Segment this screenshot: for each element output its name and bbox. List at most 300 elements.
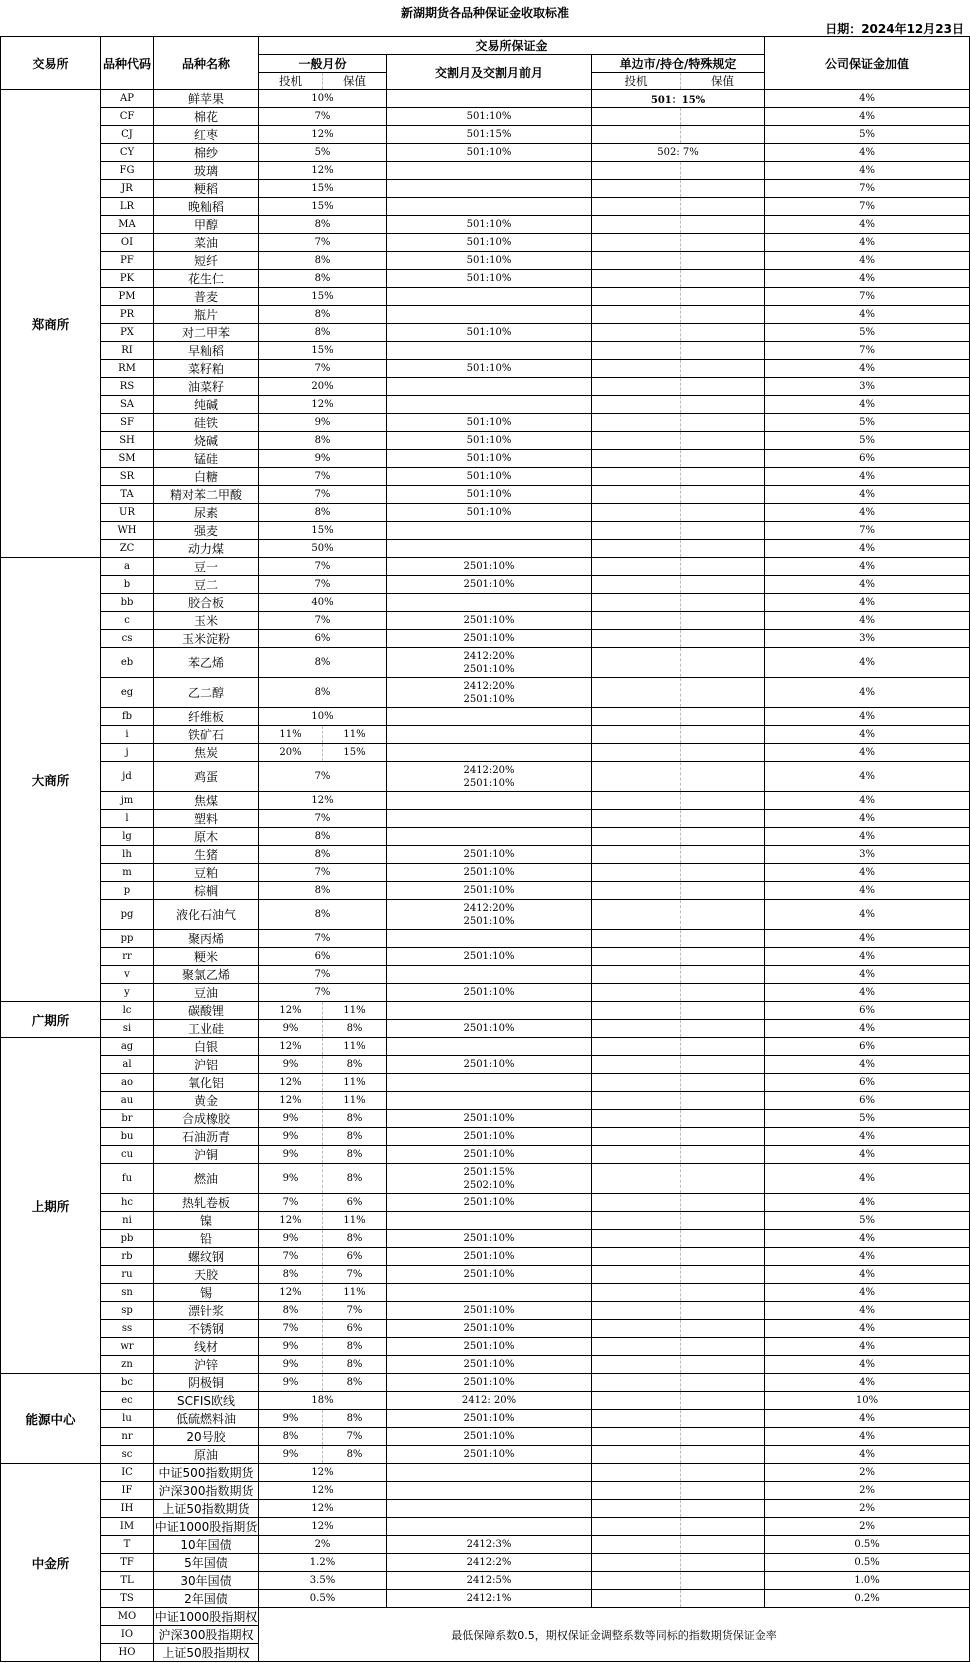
table-row bbox=[1, 1482, 970, 1500]
delivery-margin: 2501:10% bbox=[387, 612, 592, 630]
product-name: 粳稻 bbox=[154, 180, 259, 198]
special-margin bbox=[592, 1500, 681, 1518]
special-margin bbox=[592, 558, 681, 576]
product-name: 苯乙烯 bbox=[154, 648, 259, 678]
product-name: 石油沥青 bbox=[154, 1128, 259, 1146]
product-code: PF bbox=[101, 252, 154, 270]
general-spec: 12% bbox=[259, 1038, 323, 1056]
product-name: 中证1000股指期权 bbox=[154, 1608, 259, 1626]
special-margin bbox=[592, 216, 681, 234]
table-row bbox=[1, 1608, 970, 1626]
product-name: 上证50指数期货 bbox=[154, 1500, 259, 1518]
table-row bbox=[1, 678, 970, 708]
general-hedge: 6% bbox=[323, 1248, 387, 1266]
product-name: 天胶 bbox=[154, 1266, 259, 1284]
special-hedge bbox=[681, 594, 765, 612]
delivery-margin: 2501:10% bbox=[387, 1230, 592, 1248]
special-margin bbox=[592, 1338, 681, 1356]
company-add: 4% bbox=[765, 612, 970, 630]
general-spec: 7% bbox=[259, 864, 387, 882]
product-code: TL bbox=[101, 1572, 154, 1590]
table-row bbox=[1, 1590, 970, 1608]
delivery-margin: 501:10% bbox=[387, 234, 592, 252]
special-margin bbox=[592, 1320, 681, 1338]
product-code: RM bbox=[101, 360, 154, 378]
delivery-margin: 2412:2% bbox=[387, 1554, 592, 1572]
header-delivery: 交割月及交割月前月 bbox=[387, 55, 592, 90]
company-add: 6% bbox=[765, 1092, 970, 1110]
table-row bbox=[1, 1248, 970, 1266]
company-add: 4% bbox=[765, 828, 970, 846]
product-code: cu bbox=[101, 1146, 154, 1164]
special-margin bbox=[592, 108, 681, 126]
general-spec: 12% bbox=[259, 1464, 387, 1482]
product-code: PM bbox=[101, 288, 154, 306]
delivery-margin bbox=[387, 378, 592, 396]
general-hedge: 8% bbox=[323, 1110, 387, 1128]
product-code: rr bbox=[101, 948, 154, 966]
product-code: j bbox=[101, 744, 154, 762]
special-margin bbox=[592, 984, 681, 1002]
delivery-margin bbox=[387, 594, 592, 612]
company-add: 4% bbox=[765, 396, 970, 414]
product-code: y bbox=[101, 984, 154, 1002]
general-hedge: 8% bbox=[323, 1146, 387, 1164]
table-row bbox=[1, 270, 970, 288]
special-hedge bbox=[681, 948, 765, 966]
special-hedge bbox=[681, 126, 765, 144]
product-name: 沪铝 bbox=[154, 1056, 259, 1074]
general-spec: 12% bbox=[259, 1482, 387, 1500]
company-add: 4% bbox=[765, 540, 970, 558]
company-add: 4% bbox=[765, 108, 970, 126]
product-code: JR bbox=[101, 180, 154, 198]
table-row bbox=[1, 180, 970, 198]
delivery-margin bbox=[387, 708, 592, 726]
product-name: 精对苯二甲酸 bbox=[154, 486, 259, 504]
general-spec: 9% bbox=[259, 1446, 323, 1464]
special-hedge bbox=[681, 1518, 765, 1536]
table-row bbox=[1, 1230, 970, 1248]
general-spec: 7% bbox=[259, 762, 387, 792]
product-code: bc bbox=[101, 1374, 154, 1392]
product-code: fb bbox=[101, 708, 154, 726]
product-code: HO bbox=[101, 1644, 154, 1662]
delivery-margin: 501:10% bbox=[387, 432, 592, 450]
product-name: 上证50股指期权 bbox=[154, 1644, 259, 1662]
product-name: 中证500指数期货 bbox=[154, 1464, 259, 1482]
special-margin bbox=[592, 1356, 681, 1374]
special-margin bbox=[592, 1374, 681, 1392]
delivery-margin bbox=[387, 1482, 592, 1500]
company-add: 1.0% bbox=[765, 1572, 970, 1590]
general-spec: 20% bbox=[259, 744, 323, 762]
general-spec: 8% bbox=[259, 306, 387, 324]
delivery-margin: 2412:1% bbox=[387, 1590, 592, 1608]
table-row bbox=[1, 1338, 970, 1356]
special-hedge bbox=[681, 1302, 765, 1320]
table-row bbox=[1, 966, 970, 984]
delivery-margin bbox=[387, 930, 592, 948]
special-hedge bbox=[681, 396, 765, 414]
delivery-margin-line: 2501:10% bbox=[463, 693, 515, 705]
delivery-margin-line: 2501:15% bbox=[463, 1166, 515, 1178]
product-code: sc bbox=[101, 1446, 154, 1464]
company-add: 5% bbox=[765, 324, 970, 342]
table-row bbox=[1, 930, 970, 948]
product-code: SH bbox=[101, 432, 154, 450]
delivery-margin: 2501:10% bbox=[387, 576, 592, 594]
delivery-margin bbox=[387, 828, 592, 846]
delivery-margin: 2501:10% bbox=[387, 1020, 592, 1038]
table-row bbox=[1, 1020, 970, 1038]
special-margin bbox=[592, 270, 681, 288]
product-code: nr bbox=[101, 1428, 154, 1446]
special-margin bbox=[592, 360, 681, 378]
special-hedge bbox=[681, 522, 765, 540]
delivery-margin: 2412:5% bbox=[387, 1572, 592, 1590]
company-add: 3% bbox=[765, 630, 970, 648]
product-name: 原油 bbox=[154, 1446, 259, 1464]
special-margin bbox=[592, 930, 681, 948]
table-row bbox=[1, 1146, 970, 1164]
company-add: 4% bbox=[765, 1356, 970, 1374]
delivery-margin bbox=[387, 162, 592, 180]
special-margin bbox=[592, 576, 681, 594]
company-add: 4% bbox=[765, 234, 970, 252]
table-row bbox=[1, 1038, 970, 1056]
product-name: 鲜苹果 bbox=[154, 90, 259, 108]
general-spec: 15% bbox=[259, 288, 387, 306]
general-spec: 10% bbox=[259, 90, 387, 108]
general-hedge: 11% bbox=[323, 1284, 387, 1302]
general-spec: 9% bbox=[259, 1056, 323, 1074]
product-name: 粳米 bbox=[154, 948, 259, 966]
product-name: 白糖 bbox=[154, 468, 259, 486]
special-hedge bbox=[681, 966, 765, 984]
special-margin bbox=[592, 900, 681, 930]
delivery-margin: 501:10% bbox=[387, 486, 592, 504]
company-add: 4% bbox=[765, 216, 970, 234]
product-name: 晚籼稻 bbox=[154, 198, 259, 216]
product-code: v bbox=[101, 966, 154, 984]
special-margin bbox=[592, 1572, 681, 1590]
special-margin bbox=[592, 678, 681, 708]
general-spec: 12% bbox=[259, 126, 387, 144]
product-name: 豆油 bbox=[154, 984, 259, 1002]
special-margin bbox=[592, 1230, 681, 1248]
special-margin bbox=[592, 1194, 681, 1212]
table-row bbox=[1, 432, 970, 450]
special-hedge bbox=[681, 792, 765, 810]
header-special-hedge: 保值 bbox=[681, 73, 765, 90]
product-name: 锰硅 bbox=[154, 450, 259, 468]
table-row bbox=[1, 468, 970, 486]
company-add: 4% bbox=[765, 864, 970, 882]
general-spec: 10% bbox=[259, 708, 387, 726]
product-code: lg bbox=[101, 828, 154, 846]
product-code: MA bbox=[101, 216, 154, 234]
special-hedge bbox=[681, 1020, 765, 1038]
delivery-margin bbox=[387, 1284, 592, 1302]
product-name: 菜油 bbox=[154, 234, 259, 252]
table-row bbox=[1, 234, 970, 252]
general-spec: 8% bbox=[259, 324, 387, 342]
special-hedge bbox=[681, 414, 765, 432]
company-add: 4% bbox=[765, 678, 970, 708]
product-name: 红枣 bbox=[154, 126, 259, 144]
table-row bbox=[1, 726, 970, 744]
delivery-margin: 2501:10% bbox=[387, 1248, 592, 1266]
special-margin bbox=[592, 1266, 681, 1284]
special-hedge bbox=[681, 1092, 765, 1110]
delivery-margin bbox=[387, 762, 592, 792]
general-spec: 7% bbox=[259, 984, 387, 1002]
special-hedge bbox=[681, 1464, 765, 1482]
delivery-margin: 501:10% bbox=[387, 252, 592, 270]
delivery-margin: 501:10% bbox=[387, 450, 592, 468]
general-spec: 8% bbox=[259, 1428, 323, 1446]
product-code: AP bbox=[101, 90, 154, 108]
special-hedge bbox=[681, 234, 765, 252]
product-name: 硅铁 bbox=[154, 414, 259, 432]
product-code: l bbox=[101, 810, 154, 828]
general-spec: 7% bbox=[259, 810, 387, 828]
product-code: bu bbox=[101, 1128, 154, 1146]
table-row bbox=[1, 378, 970, 396]
special-margin bbox=[592, 1284, 681, 1302]
company-add: 4% bbox=[765, 1338, 970, 1356]
product-code: cs bbox=[101, 630, 154, 648]
table-row bbox=[1, 630, 970, 648]
special-margin bbox=[592, 594, 681, 612]
product-name: 纤维板 bbox=[154, 708, 259, 726]
special-hedge bbox=[681, 1446, 765, 1464]
table-row bbox=[1, 252, 970, 270]
general-spec: 8% bbox=[259, 1302, 323, 1320]
special-margin: 502: 7% bbox=[592, 144, 765, 162]
company-add: 4% bbox=[765, 1128, 970, 1146]
delivery-margin: 501:15% bbox=[387, 126, 592, 144]
table-row bbox=[1, 1428, 970, 1446]
company-add: 4% bbox=[765, 1230, 970, 1248]
product-name: 短纤 bbox=[154, 252, 259, 270]
exchange-cell: 上期所 bbox=[1, 1038, 101, 1374]
product-code: TA bbox=[101, 486, 154, 504]
general-spec: 8% bbox=[259, 828, 387, 846]
special-margin bbox=[592, 810, 681, 828]
product-code: wr bbox=[101, 1338, 154, 1356]
special-hedge bbox=[681, 1164, 765, 1194]
special-hedge bbox=[681, 1392, 765, 1410]
delivery-margin bbox=[387, 1212, 592, 1230]
company-add: 4% bbox=[765, 744, 970, 762]
special-hedge bbox=[681, 468, 765, 486]
company-add: 4% bbox=[765, 762, 970, 792]
special-margin bbox=[592, 540, 681, 558]
delivery-margin: 2501:10% bbox=[387, 1110, 592, 1128]
product-name: 10年国债 bbox=[154, 1536, 259, 1554]
special-margin bbox=[592, 966, 681, 984]
delivery-margin-line: 2501:10% bbox=[463, 777, 515, 789]
delivery-margin: 2501:10% bbox=[387, 984, 592, 1002]
special-margin bbox=[592, 1020, 681, 1038]
delivery-margin: 2501:10% bbox=[387, 1338, 592, 1356]
special-margin bbox=[592, 342, 681, 360]
product-code: si bbox=[101, 1020, 154, 1038]
product-name: 线材 bbox=[154, 1338, 259, 1356]
special-hedge bbox=[681, 1074, 765, 1092]
header-exchange-margin: 交易所保证金 bbox=[259, 37, 765, 55]
general-spec: 8% bbox=[259, 900, 387, 930]
general-spec: 12% bbox=[259, 1212, 323, 1230]
general-hedge: 11% bbox=[323, 1212, 387, 1230]
company-add: 4% bbox=[765, 360, 970, 378]
special-margin bbox=[592, 486, 681, 504]
product-name: 豆一 bbox=[154, 558, 259, 576]
special-hedge bbox=[681, 630, 765, 648]
product-code: pb bbox=[101, 1230, 154, 1248]
product-name: 菜籽粕 bbox=[154, 360, 259, 378]
table-row bbox=[1, 594, 970, 612]
table-row bbox=[1, 1410, 970, 1428]
product-code: pg bbox=[101, 900, 154, 930]
table-row bbox=[1, 540, 970, 558]
general-spec: 9% bbox=[259, 1110, 323, 1128]
table-row bbox=[1, 1320, 970, 1338]
special-hedge bbox=[681, 1038, 765, 1056]
product-name: 漂针浆 bbox=[154, 1302, 259, 1320]
product-name: 尿素 bbox=[154, 504, 259, 522]
delivery-margin bbox=[387, 1164, 592, 1194]
product-code: UR bbox=[101, 504, 154, 522]
company-add: 6% bbox=[765, 1002, 970, 1020]
delivery-margin: 2501:10% bbox=[387, 1146, 592, 1164]
delivery-margin bbox=[387, 288, 592, 306]
table-row bbox=[1, 882, 970, 900]
special-hedge bbox=[681, 576, 765, 594]
general-spec: 15% bbox=[259, 342, 387, 360]
company-add: 0.2% bbox=[765, 1590, 970, 1608]
company-add: 4% bbox=[765, 576, 970, 594]
table-row bbox=[1, 1056, 970, 1074]
special-hedge bbox=[681, 1536, 765, 1554]
company-add: 7% bbox=[765, 342, 970, 360]
product-code: RI bbox=[101, 342, 154, 360]
special-margin bbox=[592, 726, 681, 744]
general-hedge: 7% bbox=[323, 1302, 387, 1320]
product-name: 乙二醇 bbox=[154, 678, 259, 708]
product-name: 5年国债 bbox=[154, 1554, 259, 1572]
exchange-cell: 中金所 bbox=[1, 1464, 101, 1662]
special-margin bbox=[592, 1164, 681, 1194]
company-add: 4% bbox=[765, 504, 970, 522]
delivery-margin bbox=[387, 648, 592, 678]
product-name: 烧碱 bbox=[154, 432, 259, 450]
table-row bbox=[1, 162, 970, 180]
delivery-margin bbox=[387, 306, 592, 324]
product-name: 豆二 bbox=[154, 576, 259, 594]
company-add: 6% bbox=[765, 1038, 970, 1056]
special-margin bbox=[592, 1110, 681, 1128]
delivery-margin bbox=[387, 678, 592, 708]
general-hedge: 8% bbox=[323, 1230, 387, 1248]
company-add: 4% bbox=[765, 144, 970, 162]
delivery-margin-line: 2412:20% bbox=[463, 680, 515, 692]
general-spec: 8% bbox=[259, 648, 387, 678]
product-name: 强麦 bbox=[154, 522, 259, 540]
delivery-margin bbox=[387, 744, 592, 762]
product-code: a bbox=[101, 558, 154, 576]
special-hedge bbox=[681, 762, 765, 792]
special-margin bbox=[592, 828, 681, 846]
table-row bbox=[1, 762, 970, 792]
product-code: i bbox=[101, 726, 154, 744]
special-margin bbox=[592, 1074, 681, 1092]
product-code: RS bbox=[101, 378, 154, 396]
product-code: jd bbox=[101, 762, 154, 792]
table-row bbox=[1, 1002, 970, 1020]
product-code: FG bbox=[101, 162, 154, 180]
special-margin bbox=[592, 180, 681, 198]
general-spec: 15% bbox=[259, 198, 387, 216]
delivery-margin: 501:10% bbox=[387, 324, 592, 342]
general-hedge: 7% bbox=[323, 1428, 387, 1446]
product-code: PX bbox=[101, 324, 154, 342]
delivery-margin bbox=[387, 180, 592, 198]
product-code: ec bbox=[101, 1392, 154, 1410]
company-add: 7% bbox=[765, 180, 970, 198]
product-code: au bbox=[101, 1092, 154, 1110]
general-spec: 9% bbox=[259, 1374, 323, 1392]
delivery-margin bbox=[387, 1002, 592, 1020]
general-spec: 9% bbox=[259, 450, 387, 468]
general-spec: 8% bbox=[259, 882, 387, 900]
company-add: 0.5% bbox=[765, 1554, 970, 1572]
product-code: rb bbox=[101, 1248, 154, 1266]
product-code: SA bbox=[101, 396, 154, 414]
general-spec: 9% bbox=[259, 1020, 323, 1038]
special-margin bbox=[592, 450, 681, 468]
table-row bbox=[1, 648, 970, 678]
special-hedge bbox=[681, 1338, 765, 1356]
company-add: 5% bbox=[765, 126, 970, 144]
header-special-spec: 投机 bbox=[592, 73, 681, 90]
general-spec: 7% bbox=[259, 486, 387, 504]
product-code: eg bbox=[101, 678, 154, 708]
product-name: 塑料 bbox=[154, 810, 259, 828]
special-hedge bbox=[681, 432, 765, 450]
special-hedge bbox=[681, 324, 765, 342]
product-code: sn bbox=[101, 1284, 154, 1302]
special-margin bbox=[592, 1446, 681, 1464]
table-row bbox=[1, 576, 970, 594]
company-add: 2% bbox=[765, 1464, 970, 1482]
product-code: c bbox=[101, 612, 154, 630]
product-code: pp bbox=[101, 930, 154, 948]
product-name: 普麦 bbox=[154, 288, 259, 306]
product-code: jm bbox=[101, 792, 154, 810]
general-hedge: 8% bbox=[323, 1410, 387, 1428]
delivery-margin: 2501:10% bbox=[387, 948, 592, 966]
general-spec: 7% bbox=[259, 1248, 323, 1266]
special-hedge bbox=[681, 1146, 765, 1164]
table-row bbox=[1, 360, 970, 378]
product-name: 油菜籽 bbox=[154, 378, 259, 396]
delivery-margin bbox=[387, 792, 592, 810]
general-spec: 8% bbox=[259, 432, 387, 450]
company-add: 4% bbox=[765, 1302, 970, 1320]
